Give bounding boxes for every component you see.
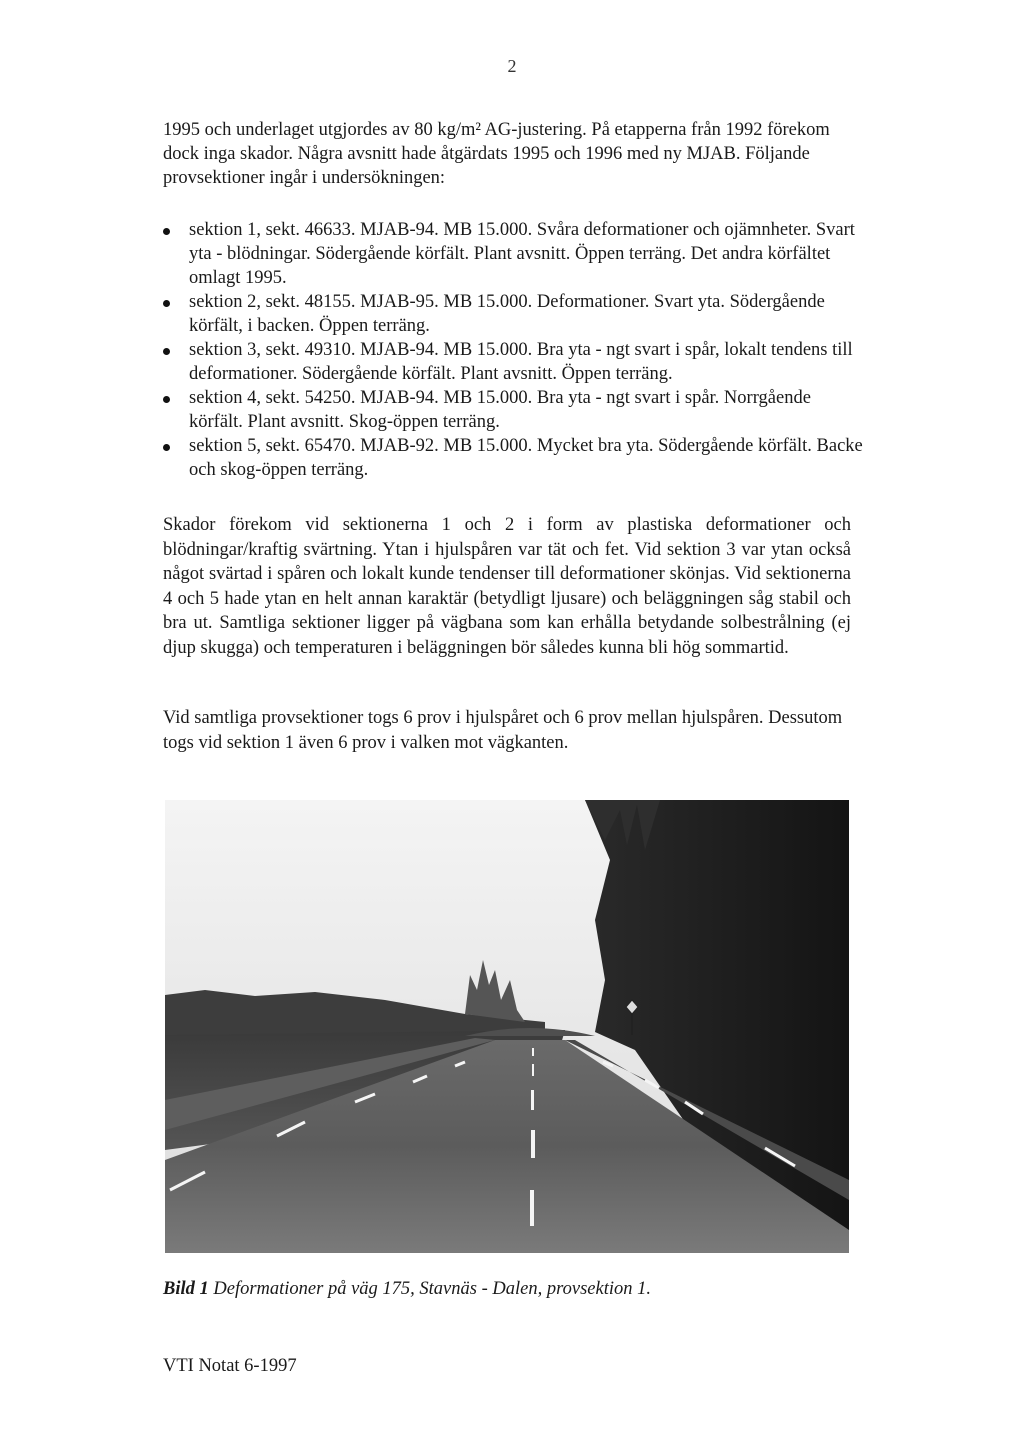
section-text: sektion 1, sekt. 46633. MJAB-94. MB 15.000. Svåra deformationer och ojämnheter. Svart yta - blödningar. Södergående körfält. Plant avsnitt. Öppen terräng. Det andra körfältet omlagt 1995. xyxy=(189,220,855,288)
list-item xyxy=(163,218,863,290)
section-text: sektion 2, sekt. 48155. MJAB-95. MB 15.000. Deformationer. Svart yta. Södergående körfält, i backen. Öppen terräng. xyxy=(189,292,825,336)
section-list xyxy=(163,218,863,482)
footer-text: VTI Notat 6-1997 xyxy=(163,1356,297,1376)
bullet-icon xyxy=(163,300,170,307)
caption-label: Bild 1 xyxy=(163,1279,209,1299)
list-item xyxy=(163,338,863,386)
intro-paragraph: 1995 och underlaget utgjordes av 80 kg/m² AG-justering. På etapperna från 1992 förekom dock inga skador. Några avsnitt hade åtgärdats 1995 och 1996 med ny MJAB. Följande provsektioner ingår i undersökningen: xyxy=(163,120,830,188)
list-item xyxy=(163,434,863,482)
section-text: sektion 3, sekt. 49310. MJAB-94. MB 15.000. Bra yta - ngt svart i spår, lokalt tendens till deformationer. Södergående körfält. Plant avsnitt. Öppen terräng. xyxy=(189,340,853,384)
road-photo xyxy=(165,800,849,1253)
caption-text: Deformationer på väg 175, Stavnäs - Dalen, provsektion 1. xyxy=(213,1279,651,1299)
bullet-icon xyxy=(163,444,170,451)
bullet-icon xyxy=(163,228,170,235)
page-number: 2 xyxy=(507,56,517,76)
section-text: sektion 4, sekt. 54250. MJAB-94. MB 15.000. Bra yta - ngt svart i spår. Norrgående körfält. Plant avsnitt. Skog-öppen terräng. xyxy=(189,388,811,432)
section-text: sektion 5, sekt. 65470. MJAB-92. MB 15.000. Mycket bra yta. Södergående körfält. Backe och skog-öppen terräng. xyxy=(189,436,863,480)
bullet-icon xyxy=(163,396,170,403)
list-item xyxy=(163,386,863,434)
samples-paragraph: Vid samtliga provsektioner togs 6 prov i hjulspåret och 6 prov mellan hjulspåren. Dessutom togs vid sektion 1 även 6 prov i valken mot vägkanten. xyxy=(163,708,843,753)
figure-caption xyxy=(163,1279,863,1300)
bullet-icon xyxy=(163,348,170,355)
damage-paragraph: Skador förekom vid sektionerna 1 och 2 i form av plastiska deformationer och blödningar/kraftig svärtning. Ytan i hjulspåren var tät och fet. Vid sektion 3 var ytan också något svärtad i spåren och lokalt kunde tendenser till deformationer skönjas. Vid sektionerna 4 och 5 hade ytan en helt annan karaktär (betydligt ljusare) och beläggningen såg stabil och bra ut. Samtliga sektioner ligger på vägbana som kan erhålla betydande solbestrålning (ej djup skugga) och temperaturen i beläggningen bör således kunna bli hög sommartid. xyxy=(163,515,851,658)
list-item xyxy=(163,290,863,338)
